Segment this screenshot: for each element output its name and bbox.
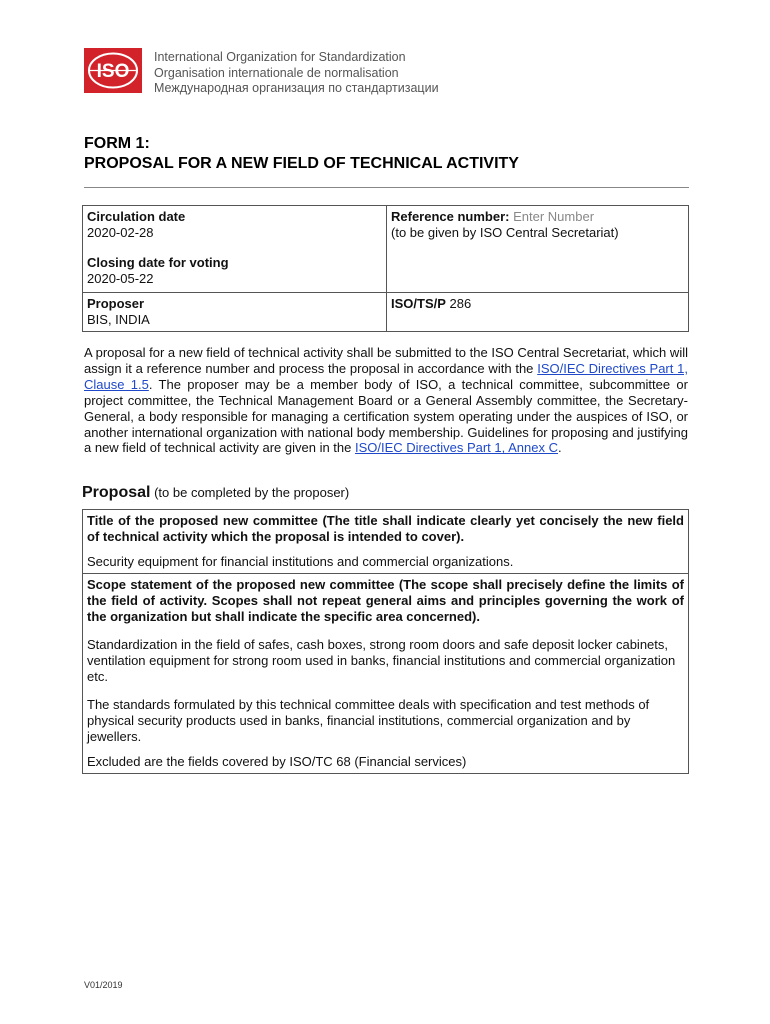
reference-number-input[interactable]: Enter Number xyxy=(513,209,595,224)
intro-text-1: A proposal for a new field of technical activity shall be submitted to the ISO Central Secretariat, which will assign it a reference number and process the proposal in accordance with the xyxy=(84,345,688,376)
form-title-line1: FORM 1: xyxy=(84,135,150,152)
intro-text-2: . The proposer may be a member body of ISO, a technical committee, subcommittee or project committee, the Technical Management Board or a General Assembly committee, the Secretary-General, a body responsible for managing a certification system operating under the auspices of ISO, or another international organization with national body membership. Guidelines for proposing and justifying a new field of technical activity are given in the xyxy=(84,376,688,456)
form-title-line2: PROPOSAL FOR A NEW FIELD OF TECHNICAL ACTIVITY xyxy=(84,155,519,172)
title-value: Security equipment for financial institutions and commercial organizations. xyxy=(87,553,514,569)
proposer-label: Proposer xyxy=(87,296,145,311)
dates-cell xyxy=(83,206,387,293)
title-label: Title of the proposed new committee (The title shall indicate clearly yet concisely the new field of technical activity which the proposal is intended to cover). xyxy=(87,513,684,544)
intro-paragraph xyxy=(84,345,688,456)
iso-logo-graphic xyxy=(84,48,142,93)
info-table xyxy=(82,205,689,332)
proposal-heading-title: Proposal xyxy=(82,484,151,501)
proposer-value: BIS, INDIA xyxy=(87,312,150,327)
scope-paragraph-3: Excluded are the fields covered by ISO/TC 68 (Financial services) xyxy=(87,753,467,769)
org-name-ru: Международная организация по стандартизации xyxy=(154,81,439,95)
proposal-heading-note: (to be completed by the proposer) xyxy=(154,485,350,500)
circulation-date-value: 2020-02-28 xyxy=(87,225,154,240)
closing-date-value: 2020-05-22 xyxy=(87,271,154,286)
org-name-fr: Organisation internationale de normalisation xyxy=(154,65,399,80)
organization-names xyxy=(154,50,439,97)
proposer-cell xyxy=(83,293,387,332)
reference-number-label: Reference number: xyxy=(391,209,510,224)
intro-text-3: . xyxy=(558,440,562,456)
logo-text: ISO xyxy=(96,61,130,82)
proposal-table xyxy=(82,509,689,774)
iso-number-value: 286 xyxy=(449,296,472,311)
version-footer: V01/2019 xyxy=(84,980,123,990)
iso-number-cell xyxy=(387,293,689,332)
scope-paragraph-2: The standards formulated by this technical committee deals with specification and test methods of physical security products used in banks, financial institutions, commercial organization and by jewellers. xyxy=(87,697,650,744)
iso-number-label: ISO/TS/P xyxy=(391,296,446,311)
proposal-heading xyxy=(82,484,349,502)
reference-note: (to be given by ISO Central Secretariat) xyxy=(391,225,619,240)
closing-date-label: Closing date for voting xyxy=(87,255,229,270)
reference-cell xyxy=(387,206,689,293)
scope-paragraph-1: Standardization in the field of safes, cash boxes, strong room doors and safe deposit locker cabinets, ventilation equipment for strong room used in banks, financial institutions and commercial organization etc. xyxy=(87,637,676,685)
title-cell xyxy=(83,510,689,574)
scope-cell xyxy=(83,573,689,773)
directives-annex-link[interactable]: ISO/IEC Directives Part 1, Annex C xyxy=(354,440,559,456)
directives-clause-link[interactable]: ISO/IEC Directives Part 1, Clause 1.5 xyxy=(84,360,688,392)
circulation-date-label: Circulation date xyxy=(87,209,186,224)
iso-logo xyxy=(84,48,142,93)
org-name-en: International Organization for Standardization xyxy=(154,50,406,64)
title-divider xyxy=(84,187,689,188)
scope-label: Scope statement of the proposed new committee (The scope shall precisely define the limits of the field of activity. Scopes shall not repeat general aims and principles governing the work of the organization but shall indicate the specific area concerned). xyxy=(87,576,684,624)
form-title xyxy=(84,134,519,174)
